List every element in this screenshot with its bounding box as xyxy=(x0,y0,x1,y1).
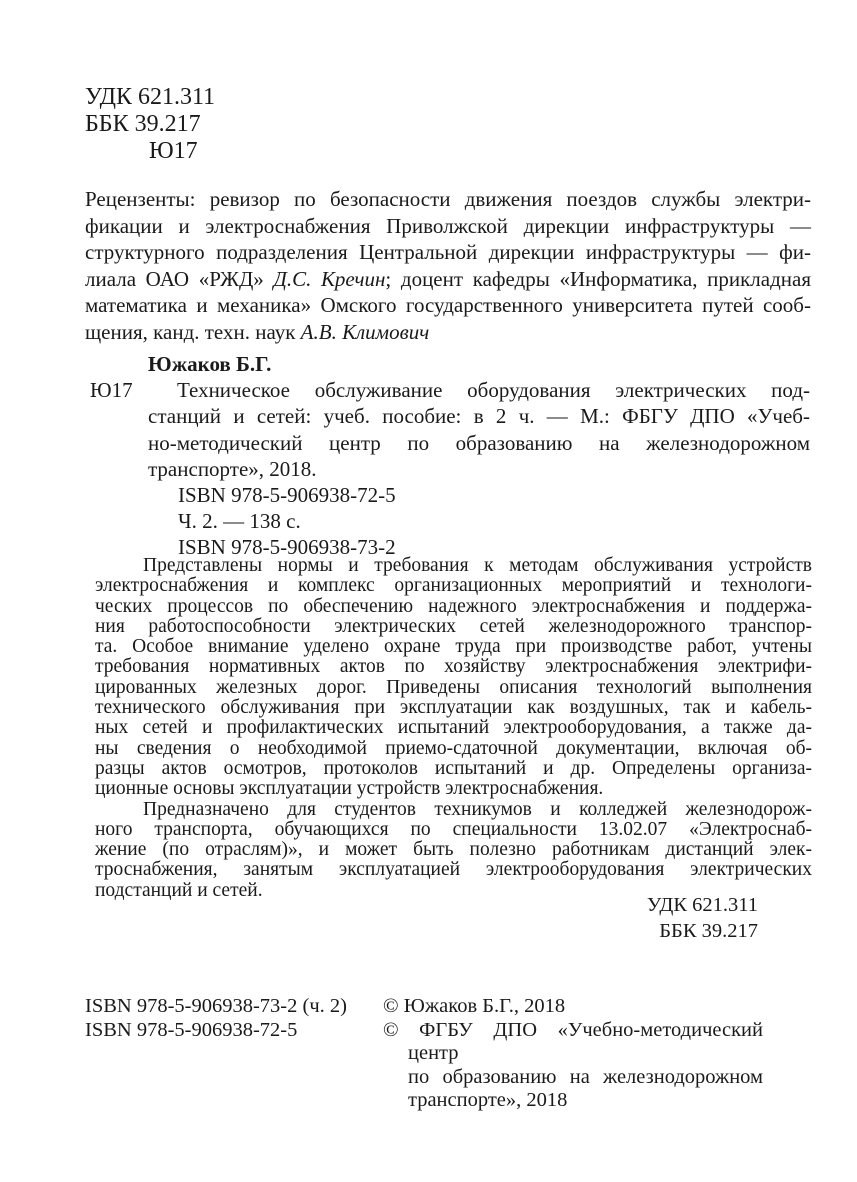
text-segment: щения, канд. техн. наук xyxy=(85,319,301,344)
isbn-part2: ISBN 978-5-906938-73-2 xyxy=(178,535,396,560)
text-segment: транспорте», 2018. xyxy=(148,456,317,481)
text-segment: подстанций и сетей. xyxy=(95,879,263,901)
isbn-block xyxy=(148,482,810,561)
text-segment: © Южаков Б.Г., 2018 xyxy=(383,995,566,1017)
text-line xyxy=(148,403,810,429)
imprint-isbn-list xyxy=(85,995,347,1042)
text-line xyxy=(95,739,812,759)
bbk-code: ББК 39.217 xyxy=(85,111,201,137)
text-line xyxy=(408,1089,763,1113)
text-segment: ISBN 978-5-906938-72-5 xyxy=(85,1018,298,1041)
text-line xyxy=(85,186,811,213)
text-segment: фикации и электроснабжения Приволжской дирекции инфраструктуры — xyxy=(85,213,811,238)
part-pages-info: Ч. 2. — 138 с. xyxy=(178,509,301,534)
text-segment: ного транспорта, обучающихся по специальности 13.02.07 «Электроснаб- xyxy=(95,818,812,840)
text-segment: та. Особое внимание уделено охране труда при производстве работ, учтены xyxy=(95,636,812,658)
text-line xyxy=(95,678,812,698)
text-line xyxy=(95,637,812,657)
copyright-list xyxy=(383,995,763,1113)
text-segment: но-методический центр по образованию на железнодорожном xyxy=(148,430,810,455)
text-line xyxy=(85,266,811,293)
text-line xyxy=(408,1066,763,1090)
text-segment: транспорте», 2018 xyxy=(408,1089,568,1112)
text-segment: по образованию на железнодорожном xyxy=(408,1065,763,1088)
text-segment: математика и механика» Омского государственного университета путей сооб- xyxy=(85,293,811,318)
text-segment: структурного подразделения Центральной дирекции инфраструктуры — фи- xyxy=(85,240,811,265)
text-segment: ISBN 978-5-906938-73-2 (ч. 2) xyxy=(85,995,347,1017)
text-line xyxy=(148,430,810,456)
text-segment: троснабжения, занятым эксплуатацией электрооборудования электрических xyxy=(95,859,812,881)
text-segment: ных сетей и профилактических испытаний электрооборудования, а также да- xyxy=(95,717,812,739)
copyright-author xyxy=(383,995,763,1019)
text-segment: лиала ОАО «РЖД» xyxy=(85,266,274,291)
text-line xyxy=(95,657,812,677)
udk-code: УДК 621.311 xyxy=(85,84,216,110)
text-line xyxy=(85,239,811,266)
annotation-block xyxy=(95,556,812,901)
text-segment: разцы актов осмотров, протоколов испытаний и др. Определены организа- xyxy=(95,757,812,779)
text-segment: электроснабжения и комплекс организационных мероприятий и технологи- xyxy=(95,575,812,597)
text-segment: станций и сетей: учеб. пособие: в 2 ч. — М.: ФБГУ ДПО «Учеб- xyxy=(148,404,810,429)
text-segment: Представлены нормы и требования к методам обслуживания устройств xyxy=(143,555,812,576)
bottom-bbk-code: ББК 39.217 xyxy=(659,920,758,942)
text-segment: Рецензенты: ревизор по безопасности движения поездов службы электри- xyxy=(85,187,811,211)
text-segment: требования нормативных актов по хозяйству электроснабжения электрифи- xyxy=(95,656,812,678)
annotation-paragraph-2 xyxy=(95,800,812,901)
isbn-part1: ISBN 978-5-906938-72-5 xyxy=(178,483,396,508)
text-line xyxy=(95,840,812,860)
text-line xyxy=(85,995,347,1019)
text-line xyxy=(95,779,812,799)
text-segment: технического обслуживания при эксплуатации как воздушных, так и кабель- xyxy=(95,697,812,719)
text-line xyxy=(95,597,812,617)
text-segment: жение (по отраслям)», и может быть полезно работникам дистанций элек- xyxy=(95,839,812,861)
catalog-author-sign: Ю17 xyxy=(90,378,133,402)
text-segment: Предназначено для студентов техникумов и колледжей железнодорож- xyxy=(143,798,812,820)
text-line xyxy=(383,995,763,1019)
text-line xyxy=(95,860,812,880)
reviewer-name-italic: Д.С. Кречин xyxy=(273,266,386,291)
text-line xyxy=(95,800,812,820)
bottom-codes-block xyxy=(647,892,758,944)
copyright-publisher xyxy=(383,1019,763,1113)
text-line xyxy=(85,292,811,319)
bibliographic-title xyxy=(148,377,810,482)
bottom-udk-code: УДК 621.311 xyxy=(646,894,758,916)
text-line xyxy=(95,556,812,576)
text-segment: ческих процессов по обеспечению надежного электроснабжения и поддержа- xyxy=(95,595,812,617)
text-segment: ; доцент кафедры «Информатика, прикладная xyxy=(385,266,812,291)
text-line xyxy=(95,698,812,718)
text-line xyxy=(95,820,812,840)
text-segment: © ФГБУ ДПО «Учебно-методический центр xyxy=(383,1018,763,1065)
reviewer-name-italic: А.В. Климович xyxy=(300,319,430,344)
annotation-paragraph-1 xyxy=(95,556,812,800)
text-line xyxy=(85,319,811,346)
text-line xyxy=(95,759,812,779)
text-line xyxy=(85,1019,347,1043)
author-sign-code: Ю17 xyxy=(149,138,198,164)
text-line xyxy=(148,377,810,403)
text-segment: ния работоспособности электрических сетей железнодорожного транспор- xyxy=(95,615,812,637)
text-segment: цированных железных дорог. Приведены описания технологий выполнения xyxy=(95,676,812,698)
text-segment: ционные основы эксплуатации устройств электроснабжения. xyxy=(95,778,604,800)
text-line xyxy=(95,617,812,637)
reviewers-paragraph xyxy=(85,186,811,346)
top-codes-block xyxy=(85,84,215,165)
text-line xyxy=(383,1018,763,1066)
text-line xyxy=(148,456,810,482)
text-segment: Техническое обслуживание оборудования электрических под- xyxy=(177,378,810,403)
text-line xyxy=(95,576,812,596)
catalog-entry xyxy=(90,351,810,561)
text-segment: ны сведения о необходимой приемо-сдаточной документации, включая об- xyxy=(95,737,812,759)
text-line xyxy=(95,718,812,738)
author-name: Южаков Б.Г. xyxy=(148,352,272,376)
text-line xyxy=(85,213,811,240)
